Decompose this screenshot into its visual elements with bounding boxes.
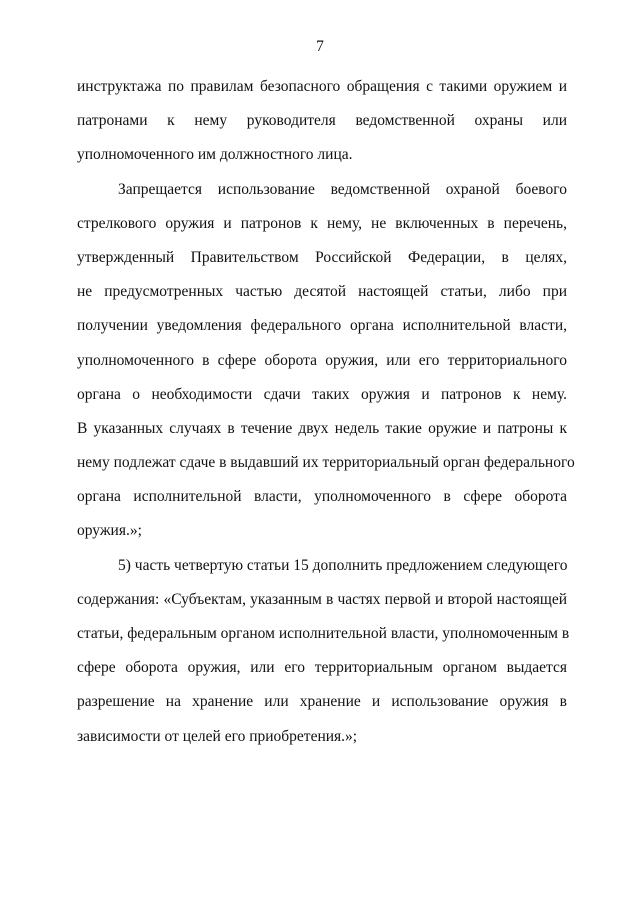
text-line: органа исполнительной власти, уполномоченного в сфере оборота [77, 488, 567, 506]
text-line: содержания: «Субъектам, указанным в частях первой и второй настоящей [77, 590, 567, 608]
text-line: получении уведомления федерального органа исполнительной власти, [77, 317, 567, 335]
text-line: оружия.»; [77, 522, 142, 540]
text-line: нему подлежат сдаче в выдавший их территориальный орган федерального [77, 454, 575, 472]
text-line: уполномоченного им должностного лица. [77, 146, 353, 164]
text-line: патронами к нему руководителя ведомственной охраны или [77, 112, 567, 130]
text-line: стрелкового оружия и патронов к нему, не включенных в перечень, [77, 214, 567, 232]
text-line: инструктажа по правилам безопасного обращения с такими оружием и [77, 78, 567, 95]
text-line: 5) часть четвертую статьи 15 дополнить предложением следующего [118, 556, 568, 574]
text-line: В указанных случаях в течение двух недель такие оружие и патроны к [77, 419, 567, 437]
text-line: не предусмотренных частью десятой настоящей статьи, либо при [77, 283, 567, 301]
text-line: уполномоченного в сфере оборота оружия, или его территориального [77, 351, 567, 369]
text-line: сфере оборота оружия, или его территориальным органом выдается [77, 659, 567, 677]
text-line: органа о необходимости сдачи таких оружия и патронов к нему. [77, 385, 567, 403]
text-line: зависимости от целей его приобретения.»; [77, 727, 358, 745]
text-line: утвержденный Правительством Российской Федерации, в целях, [77, 248, 567, 266]
text-line: разрешение на хранение или хранение и использование оружия в [77, 693, 567, 711]
text-line: Запрещается использование ведомственной охраной боевого [118, 180, 567, 198]
body-text [77, 75, 575, 759]
text-line: статьи, федеральным органом исполнительной власти, уполномоченным в [77, 625, 570, 642]
page-number: 7 [316, 38, 324, 55]
